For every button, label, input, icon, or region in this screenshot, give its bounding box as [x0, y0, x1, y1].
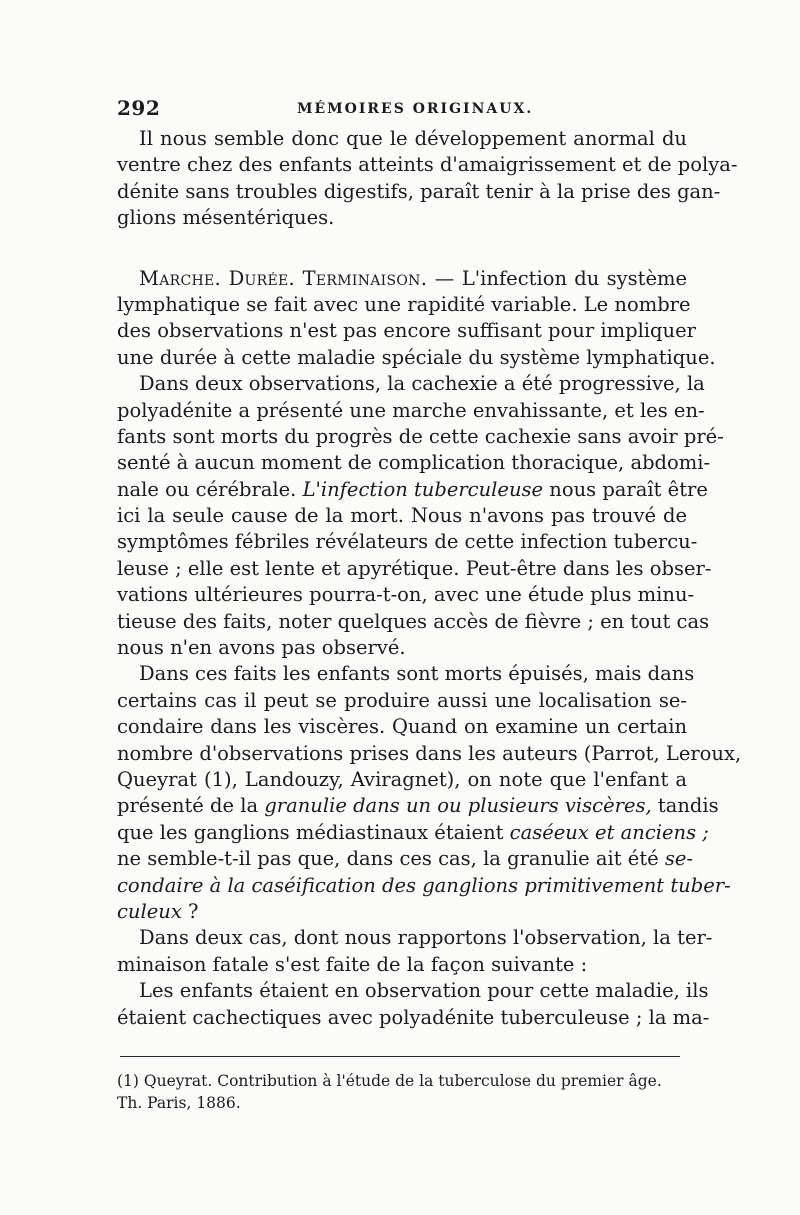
text-line: ventre chez des enfants atteints d'amaigrissement et de polya-	[117, 153, 738, 177]
text-line: condaire dans les viscères. Quand on examine un certain	[117, 715, 687, 739]
text-run: nale ou cérébrale.	[117, 477, 297, 501]
emphasis-run: se-	[664, 847, 694, 871]
text-line: ici la seule cause de la mort. Nous n'avons pas trouvé de	[117, 504, 687, 528]
text-line: Il nous semble donc que le développement anormal du	[139, 127, 687, 150]
footnote-line: (1) Queyrat. Contribution à l'étude de la tuberculose du premier âge.	[117, 1072, 662, 1090]
text-line: glions mésentériques.	[117, 206, 335, 230]
page-header	[117, 96, 687, 124]
text-run: ne semble-t-il pas que, dans ces cas, la granulie ait été	[117, 847, 659, 871]
text-line	[117, 899, 687, 925]
text-line: vations ultérieures pourra-t-on, avec une étude plus minu-	[117, 583, 695, 607]
text-line	[117, 846, 694, 872]
text-line: nombre d'observations prises dans les auteurs (Parrot, Leroux,	[117, 741, 742, 765]
text-line: symptômes fébriles révélateurs de cette infection tubercu-	[117, 530, 698, 554]
text-line	[117, 820, 709, 846]
text-line: senté à aucun moment de complication thoracique, abdomi-	[117, 451, 711, 475]
text-line: étaient cachectiques avec polyadénite tuberculeuse ; la ma-	[117, 1005, 710, 1029]
text-line: Les enfants étaient en observation pour cette maladie, ils	[139, 979, 709, 1003]
body-text	[117, 126, 742, 1031]
text-run: que les ganglions médiastinaux étaient	[117, 820, 504, 844]
text-line: Dans deux observations, la cachexie a été progressive, la	[139, 372, 705, 396]
emphasis-run: culeux	[117, 899, 182, 923]
emphasis-run: condaire à la caséification des ganglions primitivement tuber-	[117, 873, 731, 897]
text-run: tandis	[657, 794, 719, 818]
text-line: polyadénite a présenté une marche envahissante, et les en-	[117, 398, 705, 422]
text-line: nous n'en avons pas observé.	[117, 636, 406, 660]
page-number: 292	[117, 96, 161, 120]
text-run: ?	[181, 899, 199, 923]
footnote-line: Th. Paris, 1886.	[117, 1094, 241, 1112]
text-line: Queyrat (1), Landouzy, Aviragnet), on note que l'enfant a	[117, 767, 687, 791]
text-line: fants sont morts du progrès de cette cachexie sans avoir pré-	[117, 424, 724, 448]
text-line: des observations n'est pas encore suffisant pour impliquer	[117, 319, 696, 343]
emphasis-run: granulie dans un ou plusieurs viscères,	[264, 794, 652, 818]
text-line: dénite sans troubles digestifs, paraît tenir à la prise des gan-	[117, 179, 721, 203]
emphasis-run: caséeux et anciens ;	[509, 820, 709, 844]
text-run: L'infection du système	[461, 266, 688, 290]
text-line: leuse ; elle est lente et apyrétique. Peut-être dans les obser-	[117, 556, 712, 580]
paragraph-gap	[117, 232, 687, 266]
text-line	[117, 477, 708, 503]
text-line	[117, 873, 731, 899]
text-line: Dans ces faits les enfants sont morts épuisés, mais dans	[139, 662, 695, 686]
text-line	[117, 266, 687, 292]
running-title: MÉMOIRES ORIGINAUX.	[297, 101, 534, 117]
text-line: lymphatique se fait avec une rapidité variable. Le nombre	[117, 292, 691, 316]
section-heading: Marche. Durée. Terminaison. —	[139, 266, 455, 290]
text-line	[117, 793, 719, 819]
footnote-rule	[120, 1056, 680, 1057]
text-run: nous paraît être	[549, 477, 708, 501]
emphasis-run: L'infection tuberculeuse	[302, 477, 544, 501]
text-line: certains cas il peut se produire aussi une localisation se-	[117, 688, 687, 712]
text-line: une durée à cette maladie spéciale du système lymphatique.	[117, 345, 716, 369]
text-line: tieuse des faits, noter quelques accès de fièvre ; en tout cas	[117, 609, 710, 633]
text-line: minaison fatale s'est faite de la façon suivante :	[117, 952, 588, 976]
footnotes	[117, 1070, 687, 1114]
text-run: présenté de la	[117, 794, 259, 818]
text-line: Dans deux cas, dont nous rapportons l'observation, la ter-	[139, 926, 713, 950]
